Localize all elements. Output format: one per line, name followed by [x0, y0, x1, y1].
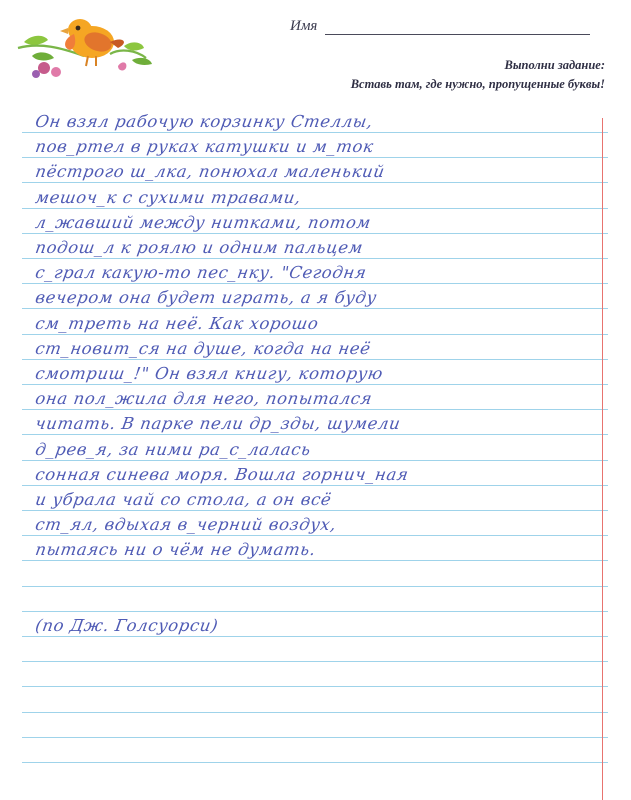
worksheet-header	[0, 0, 631, 120]
handwriting-line: смотриш_!" Он взял книгу, которую	[34, 364, 385, 383]
handwriting-line: сонная синева моря. Вошла горнич_ная	[34, 464, 411, 484]
handwriting-line: пов_ртел в руках катушки и м_ток	[34, 137, 376, 157]
handwriting-line: ст_новит_ся на душе, когда на неё	[34, 338, 373, 358]
name-field-row	[290, 18, 590, 35]
handwriting-line: подош_л к роялю и одним пальцем	[34, 238, 365, 257]
bird-on-branch-illustration	[14, 8, 154, 88]
handwriting-line: пытаясь ни о чём не думать.	[34, 540, 318, 560]
handwriting-line: она пол_жила для него, попытался	[34, 389, 374, 409]
handwriting-line: Он взял рабочую корзинку Стеллы,	[34, 112, 375, 131]
handwritten-text	[0, 112, 631, 800]
handwriting-line: читать. В парке пели др_зды, шумели	[34, 414, 402, 434]
handwriting-line: и убрала чай со стола, а он всё	[34, 490, 333, 509]
handwriting-line: л_жавший между нитками, потом	[34, 212, 373, 232]
handwriting-line: пёстрого ш_лка, понюхал маленький	[34, 162, 387, 182]
handwriting-line: см_треть на неё. Как хорошо	[34, 313, 321, 333]
handwriting-line: мешоч_к с сухими травами,	[34, 187, 303, 207]
instruction-line-1: Выполни задание:	[504, 58, 605, 72]
instruction-block	[351, 56, 605, 94]
name-input[interactable]	[325, 20, 590, 35]
handwriting-line: д_рев_я, за ними ра_с_лалась	[34, 439, 313, 459]
instruction-line-2: Вставь там, где нужно, пропущенные буквы!	[350, 76, 605, 91]
source-credit: (по Дж. Голсуорси)	[34, 616, 220, 635]
ruled-sheet	[0, 112, 631, 800]
handwriting-line: ст_ял, вдыхая в_черний воздух,	[34, 515, 338, 535]
handwriting-line: с_грал какую-то пес_нку. "Сегодня	[34, 263, 369, 283]
handwriting-line: вечером она будет играть, а я буду	[34, 288, 379, 308]
name-label: Имя	[290, 18, 318, 34]
